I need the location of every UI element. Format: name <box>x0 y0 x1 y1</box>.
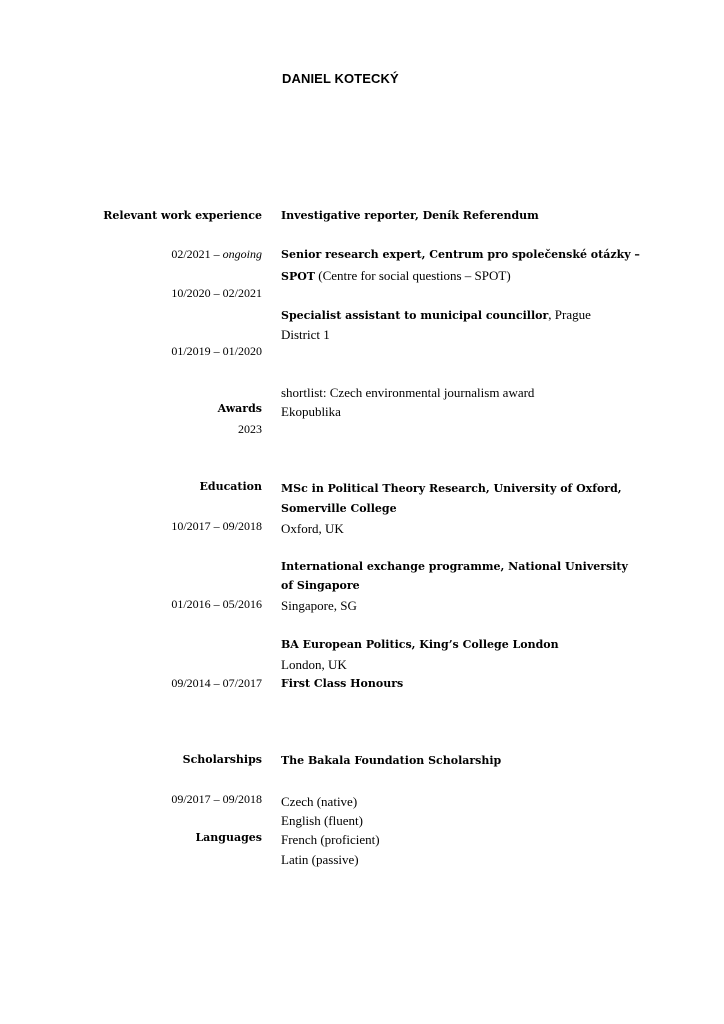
job-1-dates-start: 02/2021 – <box>171 247 223 261</box>
job-3-title-place: , Prague <box>548 307 591 322</box>
job-1-title: Investigative reporter, Deník Referendum <box>281 209 539 222</box>
section-label-work: Relevant work experience <box>103 209 262 222</box>
job-3-title-role: Specialist assistant to municipal councillor <box>281 309 549 322</box>
job-1-dates-end: ongoing <box>222 247 262 261</box>
section-label-languages: Languages <box>195 831 262 844</box>
job-2-title-translation: (Centre for social questions – SPOT) <box>314 268 511 283</box>
language-item-latin: Latin (passive) <box>281 852 359 867</box>
edu-1-title-line2: Somerville College <box>281 502 397 515</box>
edu-1-location: Oxford, UK <box>281 521 344 536</box>
job-2-title-abbrev: SPOT <box>281 270 315 283</box>
award-line-1: shortlist: Czech environmental journalism award <box>281 385 535 400</box>
section-label-scholarships: Scholarships <box>182 753 262 766</box>
job-2-title-line1: Senior research expert, Centrum pro společenské otázky – <box>281 248 640 261</box>
language-item-czech: Czech (native) <box>281 794 358 809</box>
job-3-dates: 01/2019 – 01/2020 <box>171 344 262 358</box>
edu-2-dates: 01/2016 – 05/2016 <box>171 597 262 611</box>
job-3-title-line1 <box>281 307 591 323</box>
edu-2-title-line1: International exchange programme, National University <box>281 560 628 573</box>
edu-3-title: BA European Politics, King’s College London <box>281 638 559 651</box>
award-year: 2023 <box>238 422 262 436</box>
edu-1-title-line1: MSc in Political Theory Research, University of Oxford, <box>281 482 622 495</box>
section-label-awards: Awards <box>217 402 262 415</box>
job-2-dates: 10/2020 – 02/2021 <box>171 286 262 300</box>
edu-1-dates: 10/2017 – 09/2018 <box>171 519 262 533</box>
job-2-title-line2 <box>281 268 511 284</box>
scholarship-dates: 09/2017 – 09/2018 <box>171 792 262 806</box>
scholarship-title: The Bakala Foundation Scholarship <box>281 754 502 767</box>
award-line-2: Ekopublika <box>281 404 341 419</box>
edu-3-honours: First Class Honours <box>281 677 404 690</box>
language-item-french: French (proficient) <box>281 832 380 847</box>
job-1-dates <box>171 247 262 262</box>
edu-2-location: Singapore, SG <box>281 598 357 613</box>
edu-3-location: London, UK <box>281 657 347 672</box>
section-label-education: Education <box>199 480 262 493</box>
job-3-title-line2: District 1 <box>281 327 330 342</box>
page-title: DANIEL KOTECKÝ <box>282 71 399 86</box>
language-item-english: English (fluent) <box>281 813 363 828</box>
edu-3-dates: 09/2014 – 07/2017 <box>171 676 262 690</box>
edu-2-title-line2: of Singapore <box>281 579 360 592</box>
